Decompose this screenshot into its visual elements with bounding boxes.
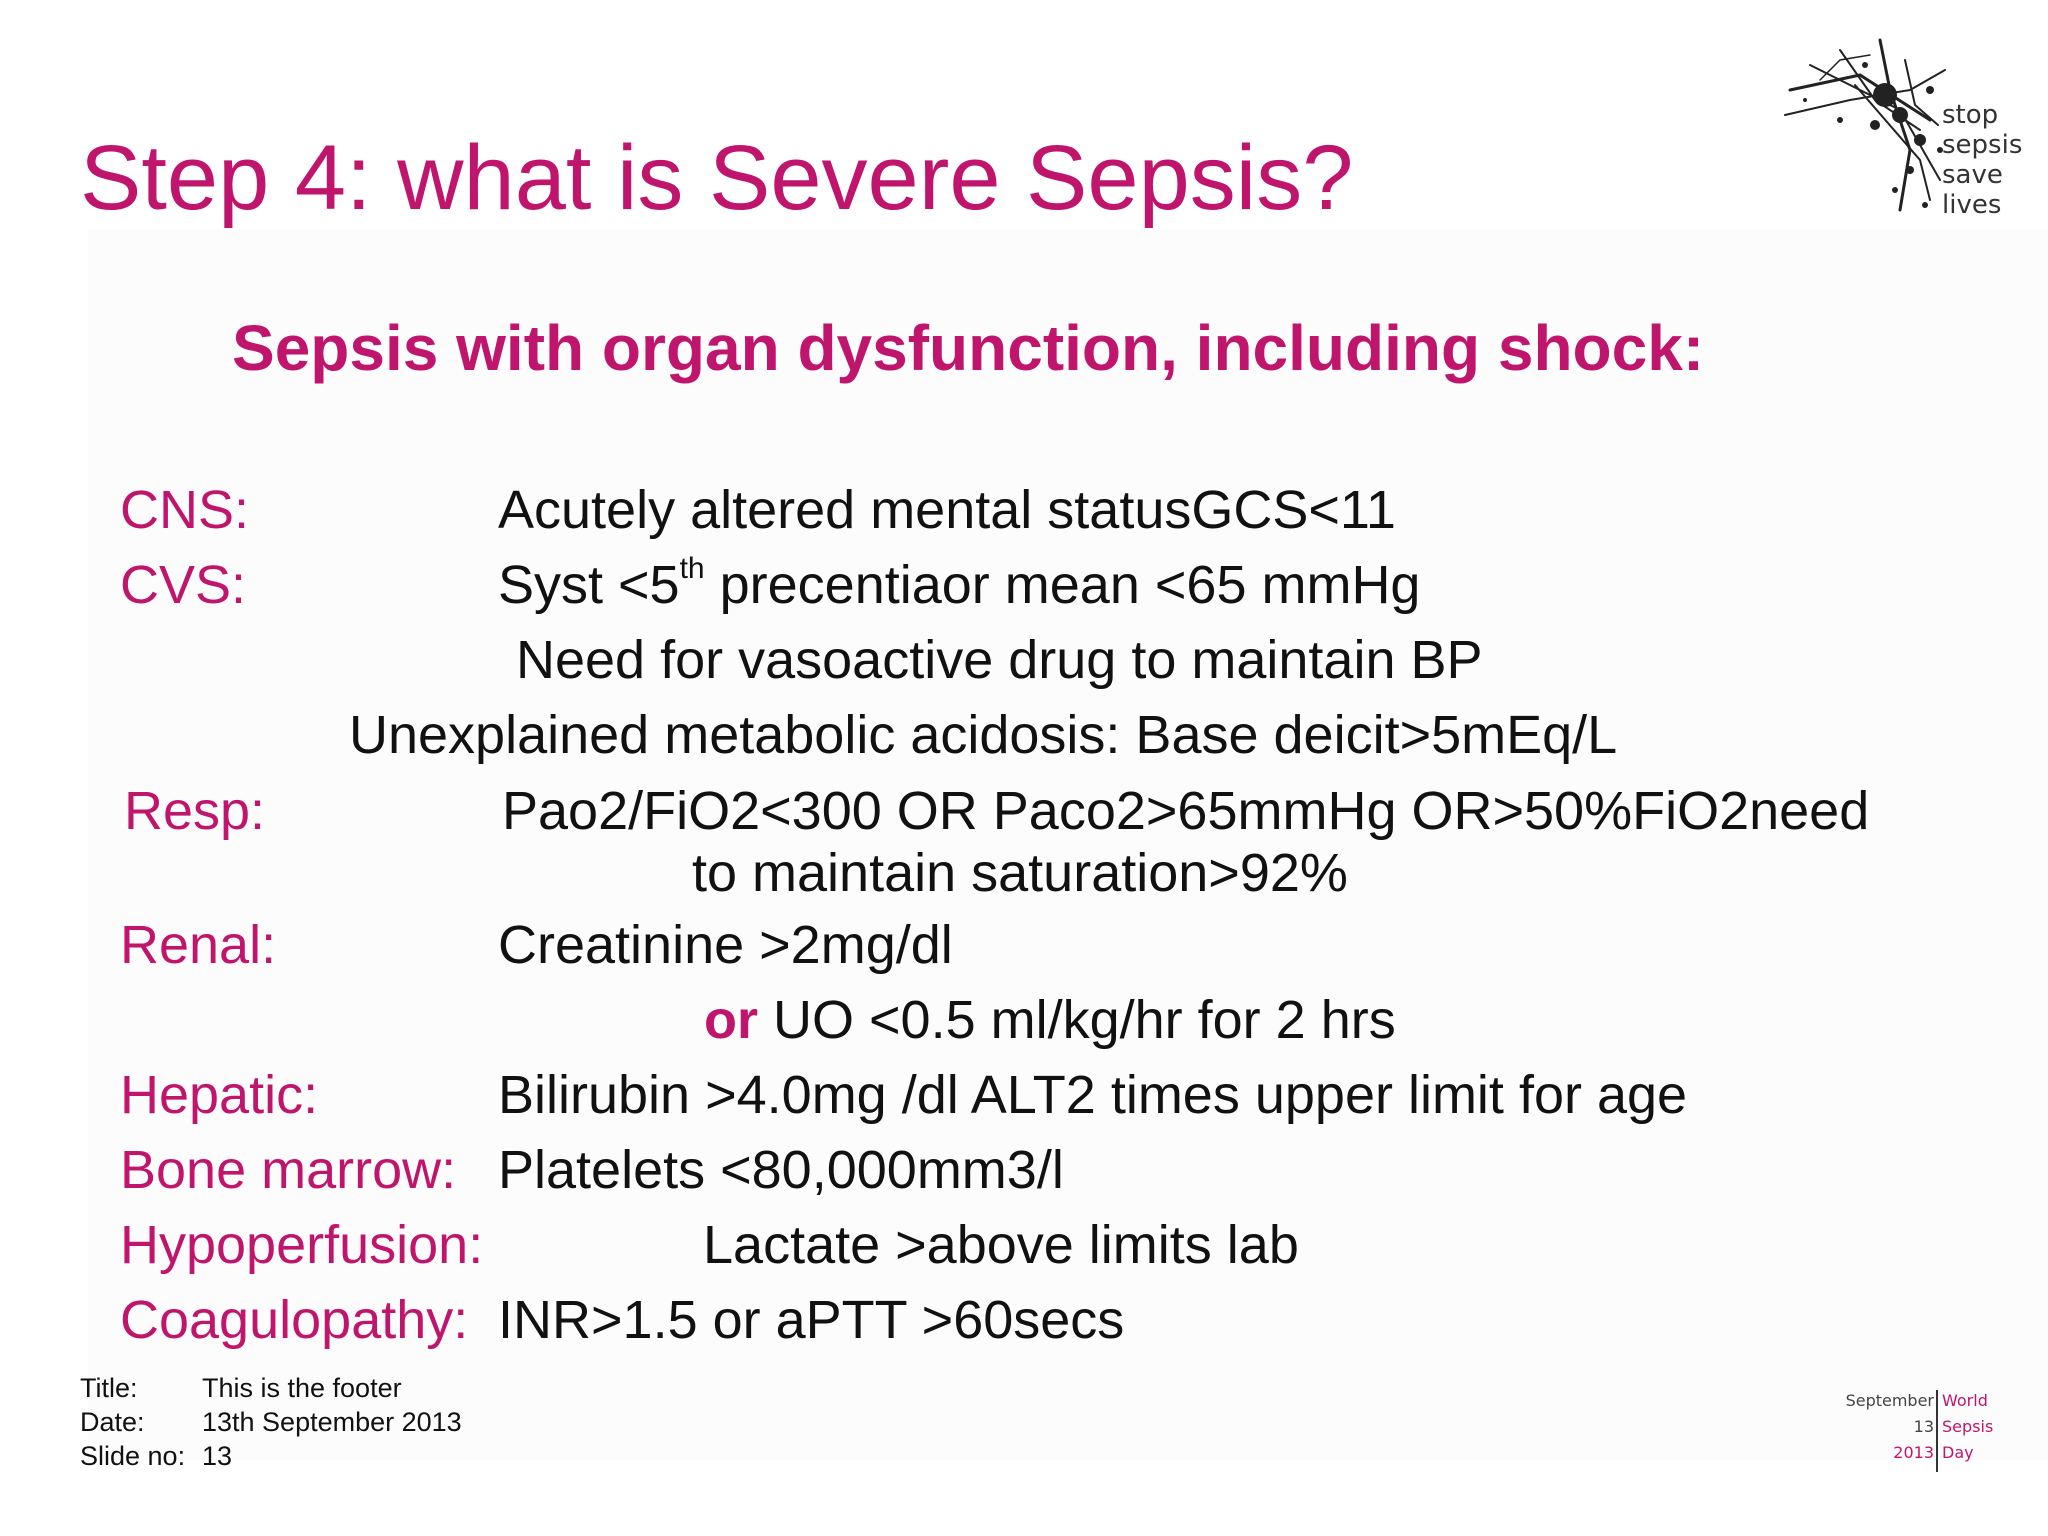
- cvs-value-line3: Unexplained metabolic acidosis: Base deicit>5mEq/L: [349, 705, 1618, 765]
- renal-value-line2: or UO <0.5 ml/kg/hr for 2 hrs: [704, 990, 1396, 1050]
- resp-label: Resp:: [124, 781, 266, 841]
- logo-words: stop sepsis save lives: [1942, 100, 2023, 220]
- world-sepsis-day-logo: September 13 2013 World Sepsis Day: [1850, 1388, 2020, 1488]
- resp-value-line1: Pao2/FiO2<300 OR Paco2>65mmHg OR>50%FiO2need: [502, 781, 1870, 841]
- cvs-value: Syst <5th precentiaor mean <65 mmHg: [498, 552, 1421, 615]
- cvs-value-line2: Need for vasoactive drug to maintain BP: [516, 630, 1483, 690]
- cns-value: Acutely altered mental statusGCS<11: [498, 480, 1396, 540]
- resp-value-line2: to maintain saturation>92%: [692, 843, 1348, 903]
- footer-date-value: 13th September 2013: [202, 1407, 462, 1437]
- footer-slide-label: Slide no:: [80, 1441, 186, 1471]
- hypoperfusion-value: Lactate >above limits lab: [703, 1215, 1299, 1275]
- slide-subtitle: Sepsis with organ dysfunction, including shock:: [232, 312, 1705, 384]
- footer-title-value: This is the footer: [202, 1373, 402, 1403]
- hypoperfusion-label: Hypoperfusion:: [120, 1215, 484, 1275]
- footer-date-label: Date:: [80, 1407, 145, 1437]
- hepatic-label: Hepatic:: [120, 1065, 319, 1125]
- footer-title-label: Title:: [80, 1373, 138, 1403]
- stop-sepsis-logo: [1780, 30, 2040, 230]
- bone-marrow-label: Bone marrow:: [120, 1140, 457, 1200]
- logo-divider: [1936, 1390, 1938, 1472]
- footer-slide-value: 13: [202, 1441, 233, 1471]
- slide-title: Step 4: what is Severe Sepsis?: [80, 127, 1354, 229]
- renal-label: Renal:: [120, 915, 277, 975]
- renal-value: Creatinine >2mg/dl: [498, 915, 953, 975]
- hepatic-value: Bilirubin >4.0mg /dl ALT2 times upper limit for age: [498, 1065, 1688, 1125]
- or-word: or: [704, 990, 758, 1050]
- cvs-label: CVS:: [120, 555, 247, 615]
- bone-marrow-value: Platelets <80,000mm3/l: [498, 1140, 1064, 1200]
- cns-label: CNS:: [120, 480, 250, 540]
- coagulopathy-label: Coagulopathy:: [120, 1290, 469, 1350]
- coagulopathy-value: INR>1.5 or aPTT >60secs: [498, 1290, 1125, 1350]
- splatter-graphic: [1780, 30, 1950, 220]
